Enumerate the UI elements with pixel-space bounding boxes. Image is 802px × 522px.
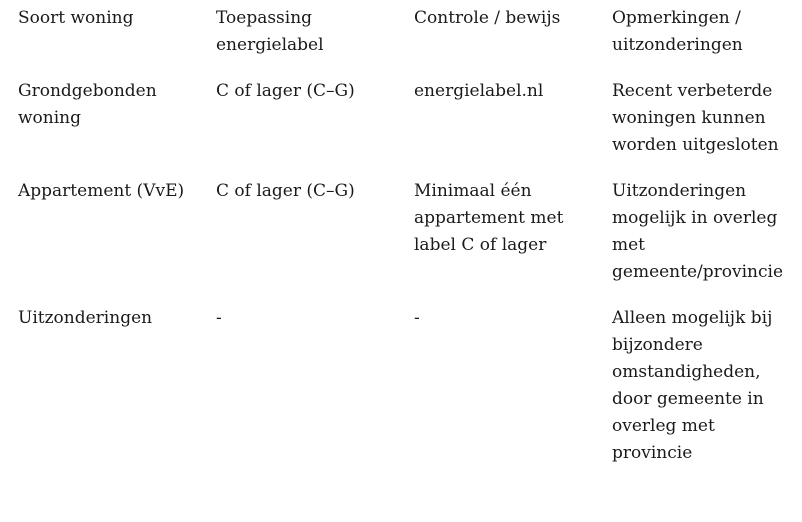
table-row: [18, 178, 802, 286]
cell-controle: energielabel.nl: [414, 81, 544, 101]
cell-opmerkingen: Recent verbeterde woningen kunnen worden uitgesloten: [612, 81, 779, 155]
cell-toepassing: C of lager (C–G): [216, 81, 355, 101]
table-header-row: [18, 5, 802, 59]
header-soort-woning: Soort woning: [18, 8, 134, 28]
cell-opmerkingen: Uitzonderingen mogelijk in overleg met gemeente/provincie: [612, 181, 784, 282]
cell-toepassing: -: [216, 308, 222, 328]
header-toepassing-energielabel: Toepassing energielabel: [216, 8, 324, 55]
cell-soort-woning: Uitzonderingen: [18, 308, 153, 328]
table-row: [18, 78, 802, 159]
energielabel-table: [18, 5, 802, 467]
cell-toepassing: C of lager (C–G): [216, 181, 355, 201]
cell-soort-woning: Appartement (VvE): [18, 181, 185, 201]
cell-controle: -: [414, 308, 420, 328]
cell-opmerkingen: Alleen mogelijk bij bijzondere omstandigheden, door gemeente in overleg met provincie: [612, 308, 773, 463]
cell-soort-woning: Grondgebonden woning: [18, 81, 157, 128]
header-controle-bewijs: Controle / bewijs: [414, 8, 561, 28]
header-opmerkingen-uitzonderingen: Opmerkingen / uitzonderingen: [612, 8, 743, 55]
table-row: [18, 305, 802, 467]
cell-controle: Minimaal één appartement met label C of lager: [414, 181, 564, 255]
